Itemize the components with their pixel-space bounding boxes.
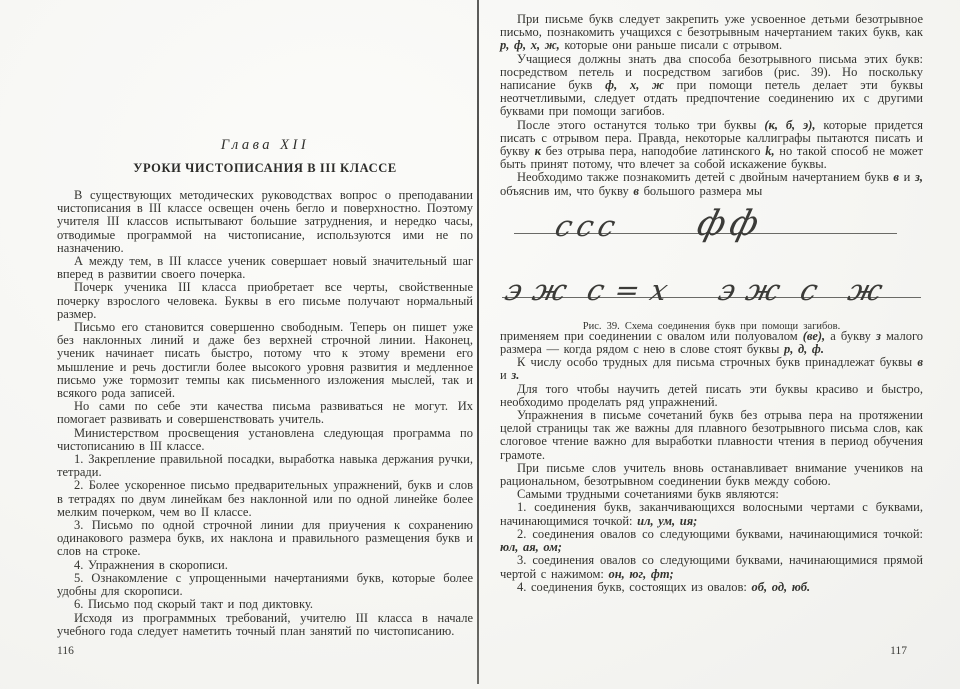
emphasized-letters: к xyxy=(534,144,541,159)
paragraph xyxy=(500,53,923,119)
text-run: при помощи петель делает эти буквы неотчетливыми, следует отдать предпочтение соединению их с другими буквами при помощи загибов. xyxy=(500,78,923,119)
text-run: большого размера мы xyxy=(638,183,763,198)
paragraph xyxy=(57,400,473,426)
text-run: 4. соединения букв, состоящих из овалов: xyxy=(517,579,752,594)
text-run: но такой способ не может быть принят потому, что влечет за собой искажение буквы. xyxy=(500,144,923,172)
paragraph xyxy=(57,612,473,638)
text-run: применяем при соединении с овалом или полуовалом xyxy=(500,328,803,343)
paragraph xyxy=(500,554,923,580)
right-text-column-top xyxy=(500,13,923,198)
paragraph xyxy=(500,119,923,172)
emphasized-letters: з, xyxy=(914,170,923,185)
emphasized-letters: юл, ая, ом; xyxy=(500,540,562,555)
emphasized-letters: (к, б, э), xyxy=(764,117,816,132)
paragraph xyxy=(500,581,923,594)
paragraph xyxy=(57,572,473,598)
text-run: а букву xyxy=(825,328,876,343)
text-run: В существующих методических руководствах вопрос о преподавании чистописания в III классе освещен очень бегло и поверхностно. Поэтому учителя III классов испытывают большие затруднения, и нередко часы, отводимые программой на чистописание, используются ими не по назначению. xyxy=(57,188,473,255)
figure-caption: Рис. 39. Схема соединения букв при помощи загибов. xyxy=(582,320,841,332)
paragraph xyxy=(57,189,473,255)
text-run: Министерством просвещения установлена следующая программа по чистописанию в III классе. xyxy=(57,425,473,453)
text-run: 2. Более ускоренное письмо предварительных упражнений, букв и слов в тетрадях по двум линейкам без наклонной или по одной линейке более мелким почерком, чем во II классе. xyxy=(57,478,473,519)
text-run: которые они раньше писали с отрывом. xyxy=(559,38,783,53)
paragraph xyxy=(57,519,473,559)
text-run: 4. Упражнения в скорописи. xyxy=(74,557,228,572)
emphasized-letters: ф, х, ж xyxy=(605,78,664,93)
handwriting-letter-combinations: э ж с = х э ж с ж xyxy=(501,272,888,307)
text-run: Необходимо также познакомить детей с двойным начертанием букв xyxy=(517,170,894,185)
paragraph xyxy=(57,281,473,321)
page-number-right: 117 xyxy=(890,645,907,657)
paragraph xyxy=(500,13,923,53)
emphasized-letters: р, ф, х, ж, xyxy=(500,38,560,53)
text-run: После этого останутся только три буквы xyxy=(517,117,765,132)
handwriting-letters-sss: ссс xyxy=(551,208,624,243)
emphasized-letters: k, xyxy=(765,144,775,159)
emphasized-letters: в xyxy=(633,183,639,198)
emphasized-letters: в xyxy=(917,355,923,370)
paragraph xyxy=(57,479,473,519)
paragraph xyxy=(500,171,923,197)
text-run: 3. Письмо по одной строчной линии для приучения к сохранению одинакового размера букв, их наклона и правильного размещения букв и слов на строке. xyxy=(57,518,473,559)
paragraph xyxy=(500,528,923,554)
text-run: малого размера — когда рядом с нею в слове стоят буквы xyxy=(500,328,924,357)
text-run: 6. Письмо под скорый такт и под диктовку. xyxy=(74,597,313,612)
text-run: Для того чтобы научить детей писать эти буквы красиво и быстро, необходимо проделать ряд упражнений. xyxy=(500,381,923,409)
text-run: 5. Ознакомление с упрощенными начертаниями букв, которые более удобны для скорописи. xyxy=(57,570,473,599)
text-run: А между тем, в III классе ученик совершает новый значительный шаг вперед в развитии своего почерка. xyxy=(57,254,473,282)
text-run: Упражнения в письме сочетаний букв без отрыва пера на протяжении целой страницы так же важны для плавного безотрывного письма слов, как слоговое чтение важно для выработки плавности чтения в период обучения грамоте. xyxy=(500,408,923,462)
emphasized-letters: об, од, юб. xyxy=(751,579,811,594)
emphasized-letters: он, юг, фт; xyxy=(608,566,674,581)
handwriting-row-1 xyxy=(500,203,923,264)
emphasized-letters: з xyxy=(875,328,881,343)
paragraph xyxy=(500,383,923,409)
chapter-title: УРОКИ ЧИСТОПИСАНИЯ В III КЛАССЕ xyxy=(133,161,397,175)
text-run: 2. соединения овалов со следующими буквами, начинающимися точкой: xyxy=(517,526,923,541)
text-run: и xyxy=(898,170,915,185)
emphasized-letters: в xyxy=(893,170,899,185)
text-run: Письмо его становится совершенно свободным. Теперь он пишет уже без наклонных линий и даже без верхней строчной линии. Наконец, ученик начинает писать быстро, потому что к этому времени его мышление и речь достигли более высокого уровня развития и медленное письмо уже тормозит темпы как письменного изложения мыслей, так и всякого рода записей. xyxy=(57,320,473,401)
left-page xyxy=(57,0,473,689)
paragraph xyxy=(500,409,923,462)
text-run: которые придется писать с отрывом пера. Правда, некоторые каллиграфы пытаются писать и букву xyxy=(500,117,923,159)
paragraph xyxy=(57,321,473,400)
page-gutter-divider xyxy=(477,0,479,684)
paragraph xyxy=(500,356,923,382)
text-run: К числу особо трудных для письма строчных букв принадлежат буквы xyxy=(517,355,918,370)
page-number-left: 116 xyxy=(57,645,74,657)
text-run: Исходя из программных требований, учителю III класса в начале учебного года следует наметить точный план занятий по чистописанию. xyxy=(57,610,473,638)
paragraph xyxy=(500,330,923,356)
chapter-heading: Глава XII xyxy=(220,137,310,153)
text-run: и xyxy=(500,368,512,383)
paragraph xyxy=(57,427,473,453)
text-run: При письме слов учитель вновь останавливает внимание учеников на рациональном, безотрывном соединении букв между собою. xyxy=(500,460,923,489)
left-text-column xyxy=(57,189,473,638)
paragraph xyxy=(57,453,473,479)
emphasized-letters: (ве), xyxy=(802,328,826,343)
handwriting-row-2 xyxy=(500,264,923,312)
text-run: без отрыва пера, наподобие латинского xyxy=(540,144,766,159)
text-run: Учащиеся должны знать два способа безотрывного письма этих букв: посредством петель и посредством загибов (рис. 39). Но поскольку написание букв xyxy=(500,51,923,93)
figure-39 xyxy=(500,203,923,332)
emphasized-letters: ил, ум, ия; xyxy=(637,513,698,528)
text-run: При письме букв следует закрепить уже усвоенное детьми безотрывное письмо, познакомить учащихся с безотрывным начертанием таких букв, как xyxy=(500,12,923,40)
text-run: объяснив им, что букву xyxy=(500,183,634,198)
emphasized-letters: з. xyxy=(511,368,520,383)
paragraph xyxy=(500,501,923,527)
emphasized-letters: р, д, ф. xyxy=(783,342,824,357)
right-text-column-bottom xyxy=(500,330,923,594)
text-run: Но сами по себе эти качества письма развиваться не могут. Их помогает развивать и совершенствовать учитель. xyxy=(57,399,473,427)
text-run: 1. соединения букв, заканчивающихся волосными чертами с буквами, начинающимися точкой: xyxy=(500,500,923,528)
right-page xyxy=(500,0,923,689)
text-run: Почерк ученика III класса приобретает все черты, свойственные почерку взрослого человека. Буквы в его письме получают нормальный размер. xyxy=(57,280,473,321)
paragraph xyxy=(57,255,473,281)
paragraph xyxy=(500,462,923,488)
text-run: 1. Закрепление правильной посадки, выработка навыка держания ручки, тетради. xyxy=(57,452,473,480)
text-run: 3. соединения овалов со следующими буквами, начинающимися прямой чертой с нажимом: xyxy=(500,553,923,581)
text-run: Самыми трудными сочетаниями букв являются: xyxy=(517,487,779,502)
handwriting-letters-ff: фф xyxy=(693,203,768,244)
